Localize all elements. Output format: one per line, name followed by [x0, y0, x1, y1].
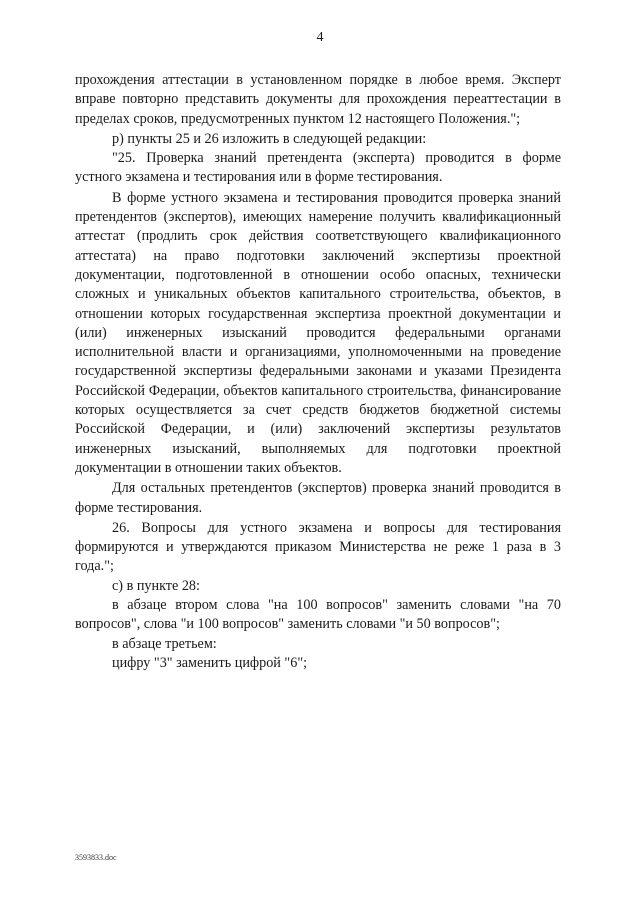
paragraph-item-r: р) пункты 25 и 26 изложить в следующей редакции: [112, 130, 427, 147]
paragraph-second-para: в абзаце втором слова "на 100 вопросов" заменить словами "на 70 вопросов", слова "и 100 вопросов" заменить словами "и 50 вопросов"; [75, 597, 561, 633]
paragraph-oral-exam: В форме устного экзамена и тестирования проводится проверка знаний претендентов (экспертов), имеющих намерение получить квалификационный аттестат (продлить срок действия соответствующего квалификационного аттестата) на право подготовки заключений экспертизы проектной документации, подготовленной в отношении особо опасных, технически сложных и уникальных объектов капитального строительства, объектов, в отношении которых государственная экспертиза проектной документации и (или) инженерных изысканий проводится федеральными органами исполнительной власти и организациями, уполномоченными на проведение государственной экспертизы федеральными законами и указами Президента Российской Федерации, объектов капитального строительства, финансирование которых осуществляется за счет средств бюджетов бюджетной системы Российской Федерации, и (или) заключений экспертизы результатов инженерных изысканий, выполняемых для подготовки проектной документации в отношении таких объектов. [75, 189, 561, 476]
paragraph-item-s: с) в пункте 28: [112, 577, 200, 594]
paragraph-third-para: в абзаце третьем: [112, 635, 217, 652]
page-number: 4 [316, 30, 324, 45]
paragraph-point-26: 26. Вопросы для устного экзамена и вопросы для тестирования формируются и утверждаются приказом Министерства не реже 1 раза в 3 года."; [75, 519, 561, 575]
paragraph-point-25: "25. Проверка знаний претендента (эксперта) проводится в форме устного экзамена и тестирования или в форме тестирования. [75, 150, 561, 186]
paragraph-continuation: прохождения аттестации в установленном порядке в любое время. Эксперт вправе повторно представить документы для прохождения переаттестации в пределах сроков, предусмотренных пунктом 12 настоящего Положения."; [75, 72, 561, 127]
paragraph-digit-change: цифру "3" заменить цифрой "6"; [112, 654, 308, 671]
paragraph-other-candidates: Для остальных претендентов (экспертов) проверка знаний проводится в форме тестирования. [75, 480, 561, 516]
footer-filename: 3593833.doc [75, 853, 117, 862]
document-body [75, 71, 561, 673]
